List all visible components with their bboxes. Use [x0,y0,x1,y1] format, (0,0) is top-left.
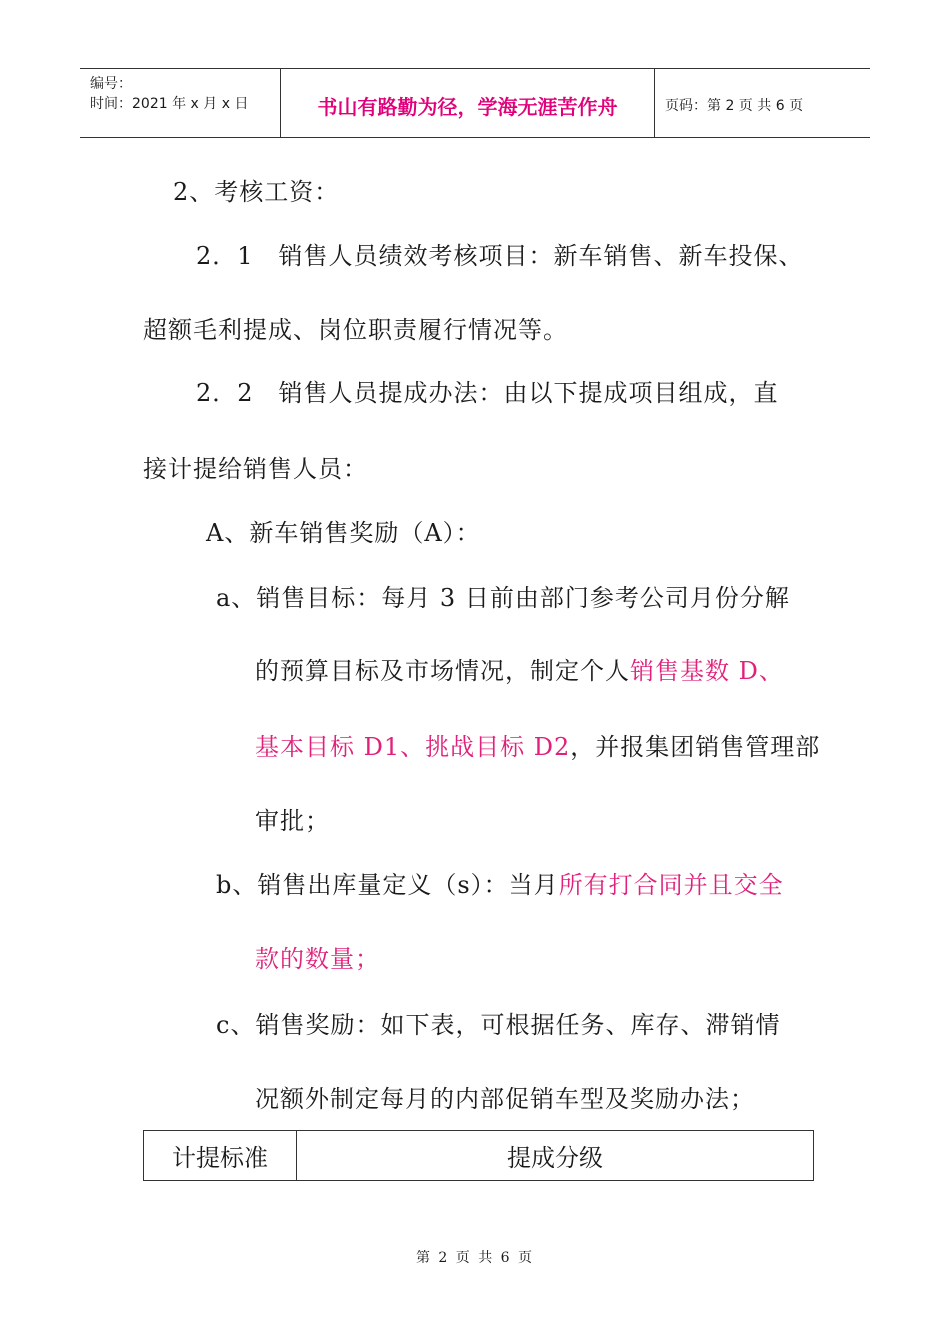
list-item: a、销售目标：每月 3 日前由部门参考公司月份分解 [216,584,790,612]
commission-table [143,1130,814,1181]
highlighted-text: 款的数量； [255,945,380,973]
header-motto-cell [281,69,655,137]
highlighted-text: 所有打合同并且交全 [558,871,784,899]
page-info-text: 页码：第 2 页 共 6 页 [665,98,804,114]
list-item: c、销售奖励：如下表，可根据任务、库存、滞销情 [216,1011,781,1039]
list-item-continuation [255,651,784,686]
text-run: 的预算目标及市场情况，制定个人 [255,657,630,685]
list-item-continuation [255,727,820,762]
document-date: 时间：2021 年 x 月 x 日 [90,96,249,112]
page-header [80,68,870,138]
header-page-info [655,69,870,137]
list-item-continuation: 审批； [255,807,330,835]
subsection-heading: A、新车销售奖励（A）： [206,519,481,547]
section-heading: 2、考核工资： [173,178,340,206]
highlighted-text: 基本目标 D1、挑战目标 D2 [255,733,571,761]
page-footer: 第 2 页 共 6 页 [415,1250,535,1266]
list-item-continuation: 况额外制定每月的内部促销车型及奖励办法； [255,1085,755,1113]
paragraph-line: 接计提给销售人员： [143,455,368,483]
highlighted-text: 销售基数 D、 [630,657,784,685]
table-header-cell: 提成分级 [297,1131,814,1181]
header-meta [80,69,281,137]
text-run: b、销售出库量定义（s）：当月 [216,871,559,899]
list-item [216,865,784,900]
paragraph-line: 超额毛利提成、岗位职责履行情况等。 [143,316,568,344]
table-row [144,1131,814,1181]
motto-text: 书山有路勤为径，学海无涯苦作舟 [317,95,618,119]
text-run: ，并报集团销售管理部 [570,733,821,761]
table-header-cell: 计提标准 [144,1131,297,1181]
paragraph-line: 2．1 销售人员绩效考核项目：新车销售、新车投保、 [196,242,804,270]
document-number: 编号： [90,76,132,92]
paragraph-line: 2．2 销售人员提成办法：由以下提成项目组成，直 [196,379,779,407]
